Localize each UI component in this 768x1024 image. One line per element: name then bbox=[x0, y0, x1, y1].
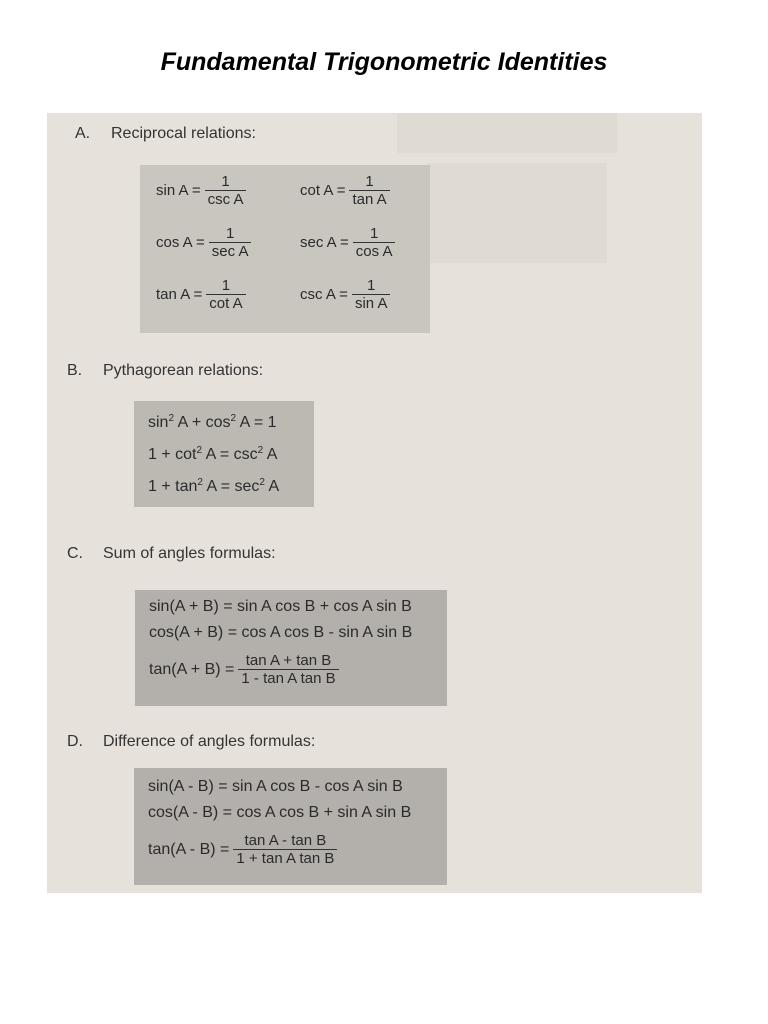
difference-formulas-box bbox=[134, 768, 447, 885]
section-a-letter: A. bbox=[75, 125, 91, 142]
section-a-heading bbox=[75, 125, 256, 143]
pythagorean-box bbox=[134, 401, 314, 507]
difference-cos-formula: cos(A - B) = cos A cos B + sin A sin B bbox=[148, 804, 412, 821]
reciprocal-box bbox=[140, 165, 430, 333]
section-b-title: Pythagorean relations: bbox=[103, 362, 264, 379]
section-b-letter: B. bbox=[67, 362, 83, 379]
section-c-title: Sum of angles formulas: bbox=[103, 545, 276, 562]
section-d-heading bbox=[67, 733, 315, 751]
difference-tan-formula: tan(A - B) = $\frac{\text{tan A - tan B}}{\text{1 + tan A tan B}}$ bbox=[148, 832, 337, 867]
reciprocal-cot: cot A = $\frac{1}{\text{tan A}}$ bbox=[300, 173, 390, 208]
section-c-letter: C. bbox=[67, 545, 83, 562]
scanned-page bbox=[47, 113, 702, 893]
reciprocal-cos: cos A = $\frac{1}{\text{sec A}}$ bbox=[156, 225, 251, 260]
section-b-heading bbox=[67, 362, 263, 380]
section-d-letter: D. bbox=[67, 733, 83, 750]
reciprocal-csc: csc A = $\frac{1}{\text{sin A}}$ bbox=[300, 277, 390, 312]
section-c-heading bbox=[67, 545, 276, 563]
sum-tan-formula: tan(A + B) = $\frac{\text{tan A + tan B}}{\text{1 - tan A tan B}}$ bbox=[149, 652, 339, 687]
bleed-through-smudge bbox=[397, 113, 617, 153]
reciprocal-tan: tan A = $\frac{1}{\text{cot A}}$ bbox=[156, 277, 246, 312]
section-a-title: Reciprocal relations: bbox=[111, 125, 256, 142]
reciprocal-sec: sec A = $\frac{1}{\text{cos A}}$ bbox=[300, 225, 395, 260]
bleed-through-smudge bbox=[427, 163, 607, 263]
pythagorean-line-1: $\sin^2 A + \cos^2 A = 1$ bbox=[148, 413, 277, 431]
sum-sin-formula: sin(A + B) = sin A cos B + cos A sin B bbox=[149, 598, 412, 615]
page-title: Fundamental Trigonometric Identities bbox=[160, 48, 608, 76]
reciprocal-sin: sin A = $\frac{1}{\text{csc A}}$ bbox=[156, 173, 246, 208]
sum-cos-formula: cos(A + B) = cos A cos B - sin A sin B bbox=[149, 624, 413, 641]
section-d-title: Difference of angles formulas: bbox=[103, 733, 316, 750]
pythagorean-line-3: $1 + \tan^2 A = \sec^2 A$ bbox=[148, 477, 280, 495]
difference-sin-formula: sin(A - B) = sin A cos B - cos A sin B bbox=[148, 778, 403, 795]
pythagorean-line-2: $1 + \cot^2 A = \csc^2 A$ bbox=[148, 445, 278, 463]
sum-formulas-box bbox=[135, 590, 447, 706]
